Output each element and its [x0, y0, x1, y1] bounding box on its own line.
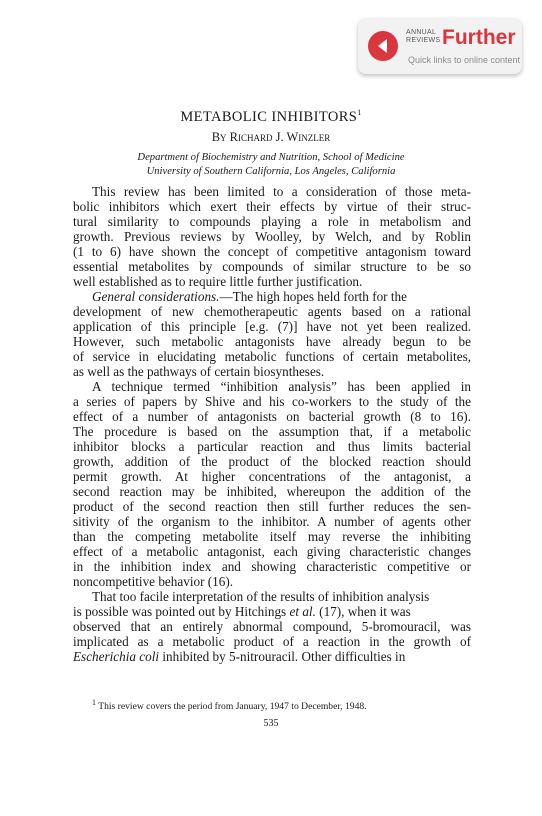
- body-line: implicated as a metabolic product of a reaction in the growth of: [73, 634, 471, 649]
- body-line: The procedure is based on the assumption that, if a metabolic: [73, 424, 471, 439]
- banner-subtitle: Quick links to online content: [408, 55, 521, 65]
- body-line: noncompetitive behavior (16).: [73, 574, 234, 589]
- body-line: permit growth. At higher concentrations of the antagonist, a: [73, 469, 471, 484]
- affiliation-department: Department of Biochemistry and Nutrition, School of Medicine: [137, 152, 405, 163]
- body-line: bolic inhibitors which exert their effects by virtue of their struc-: [73, 199, 471, 214]
- body-line: This review has been limited to a consideration of those meta-: [92, 184, 471, 199]
- author-line: [0, 130, 542, 145]
- body-line: growth. Previous reviews by Woolley, by Welch, and by Roblin: [73, 229, 471, 244]
- footnote-text: This review covers the period from January, 1947 to December, 1948.: [96, 701, 367, 713]
- body-line: essential metabolites by compounds of similar structure to be so: [73, 259, 471, 274]
- title-footnote-mark: 1: [357, 108, 362, 117]
- banner-publisher: ANNUAL REVIEWS: [406, 29, 441, 44]
- body-line: sitivity of the organism to the inhibitor. A number of agents other: [73, 514, 471, 529]
- body-line: However, such metabolic antagonists have already begun to be: [73, 334, 471, 349]
- body-line: A technique termed “inhibition analysis” has been applied in: [92, 379, 471, 394]
- body-line: [73, 649, 471, 664]
- banner-title: Further: [442, 26, 516, 49]
- footnote-mark: 1: [92, 698, 96, 707]
- body-line: tural similarity to compounds playing a role in metabolism and: [73, 214, 471, 229]
- further-banner[interactable]: [358, 18, 522, 74]
- body-line: effect of a number of antagonists on bacterial growth (8 to 16).: [73, 409, 471, 424]
- body-line: as well as the pathways of certain biosyntheses.: [73, 364, 325, 379]
- italic-et-al: et al.: [289, 604, 316, 619]
- body-line: [92, 289, 471, 304]
- body-line: development of new chemotherapeutic agents based on a rational: [73, 304, 471, 319]
- author-name: Richard J. Winzler: [229, 130, 331, 144]
- article-title-text: METABOLIC INHIBITORS: [180, 108, 358, 125]
- italic-species-name: Escherichia coli: [73, 649, 160, 664]
- article-title: [0, 108, 542, 126]
- body-line: [73, 604, 471, 619]
- body-line: well established as to require little further justification.: [73, 274, 363, 289]
- body-line: second reaction may be inhibited, whereupon the addition of the: [73, 484, 471, 499]
- footnote: [92, 698, 367, 712]
- body-line: inhibitor blocks a particular reaction and thus limits bacterial: [73, 439, 471, 454]
- body-line-text: inhibited by 5-nitrouracil. Other difficulties in: [159, 649, 406, 664]
- body-line: of service in elucidating metabolic functions of certain metabolites,: [73, 349, 471, 364]
- body-line-text: (17), when it was: [315, 604, 411, 619]
- body-line: observed that an entirely abnormal compound, 5-bromouracil, was: [73, 619, 471, 634]
- body-line: a series of papers by Shive and his co-workers to the study of the: [73, 394, 471, 409]
- play-arrow-icon: [368, 31, 398, 61]
- body-line: than the competing metabolite itself may reverse the inhibiting: [73, 529, 471, 544]
- body-line: growth, addition of the product of the blocked reaction should: [73, 454, 471, 469]
- body-line-text: —The high hopes held forth for the: [219, 289, 407, 304]
- affiliation-university: University of Southern California, Los Angeles, California: [146, 166, 396, 177]
- body-line: in the inhibition index and showing characteristic competitive or: [73, 559, 471, 574]
- author-prefix: By: [211, 130, 230, 144]
- body-line: application of this principle [e.g. (7)] have not yet been realized.: [73, 319, 471, 334]
- body-line: effect of a metabolic antagonist, each giving characteristic changes: [73, 544, 471, 559]
- body-line: (1 to 6) have shown the concept of competitive antagonism toward: [73, 244, 471, 259]
- body-line: That too facile interpretation of the results of inhibition analysis: [92, 589, 430, 604]
- body-line-text: is possible was pointed out by Hitchings: [73, 604, 290, 619]
- section-heading: General considerations.: [92, 289, 220, 304]
- page-number: 535: [263, 718, 279, 729]
- body-line: product of the second reaction then still further reduces the sen-: [73, 499, 471, 514]
